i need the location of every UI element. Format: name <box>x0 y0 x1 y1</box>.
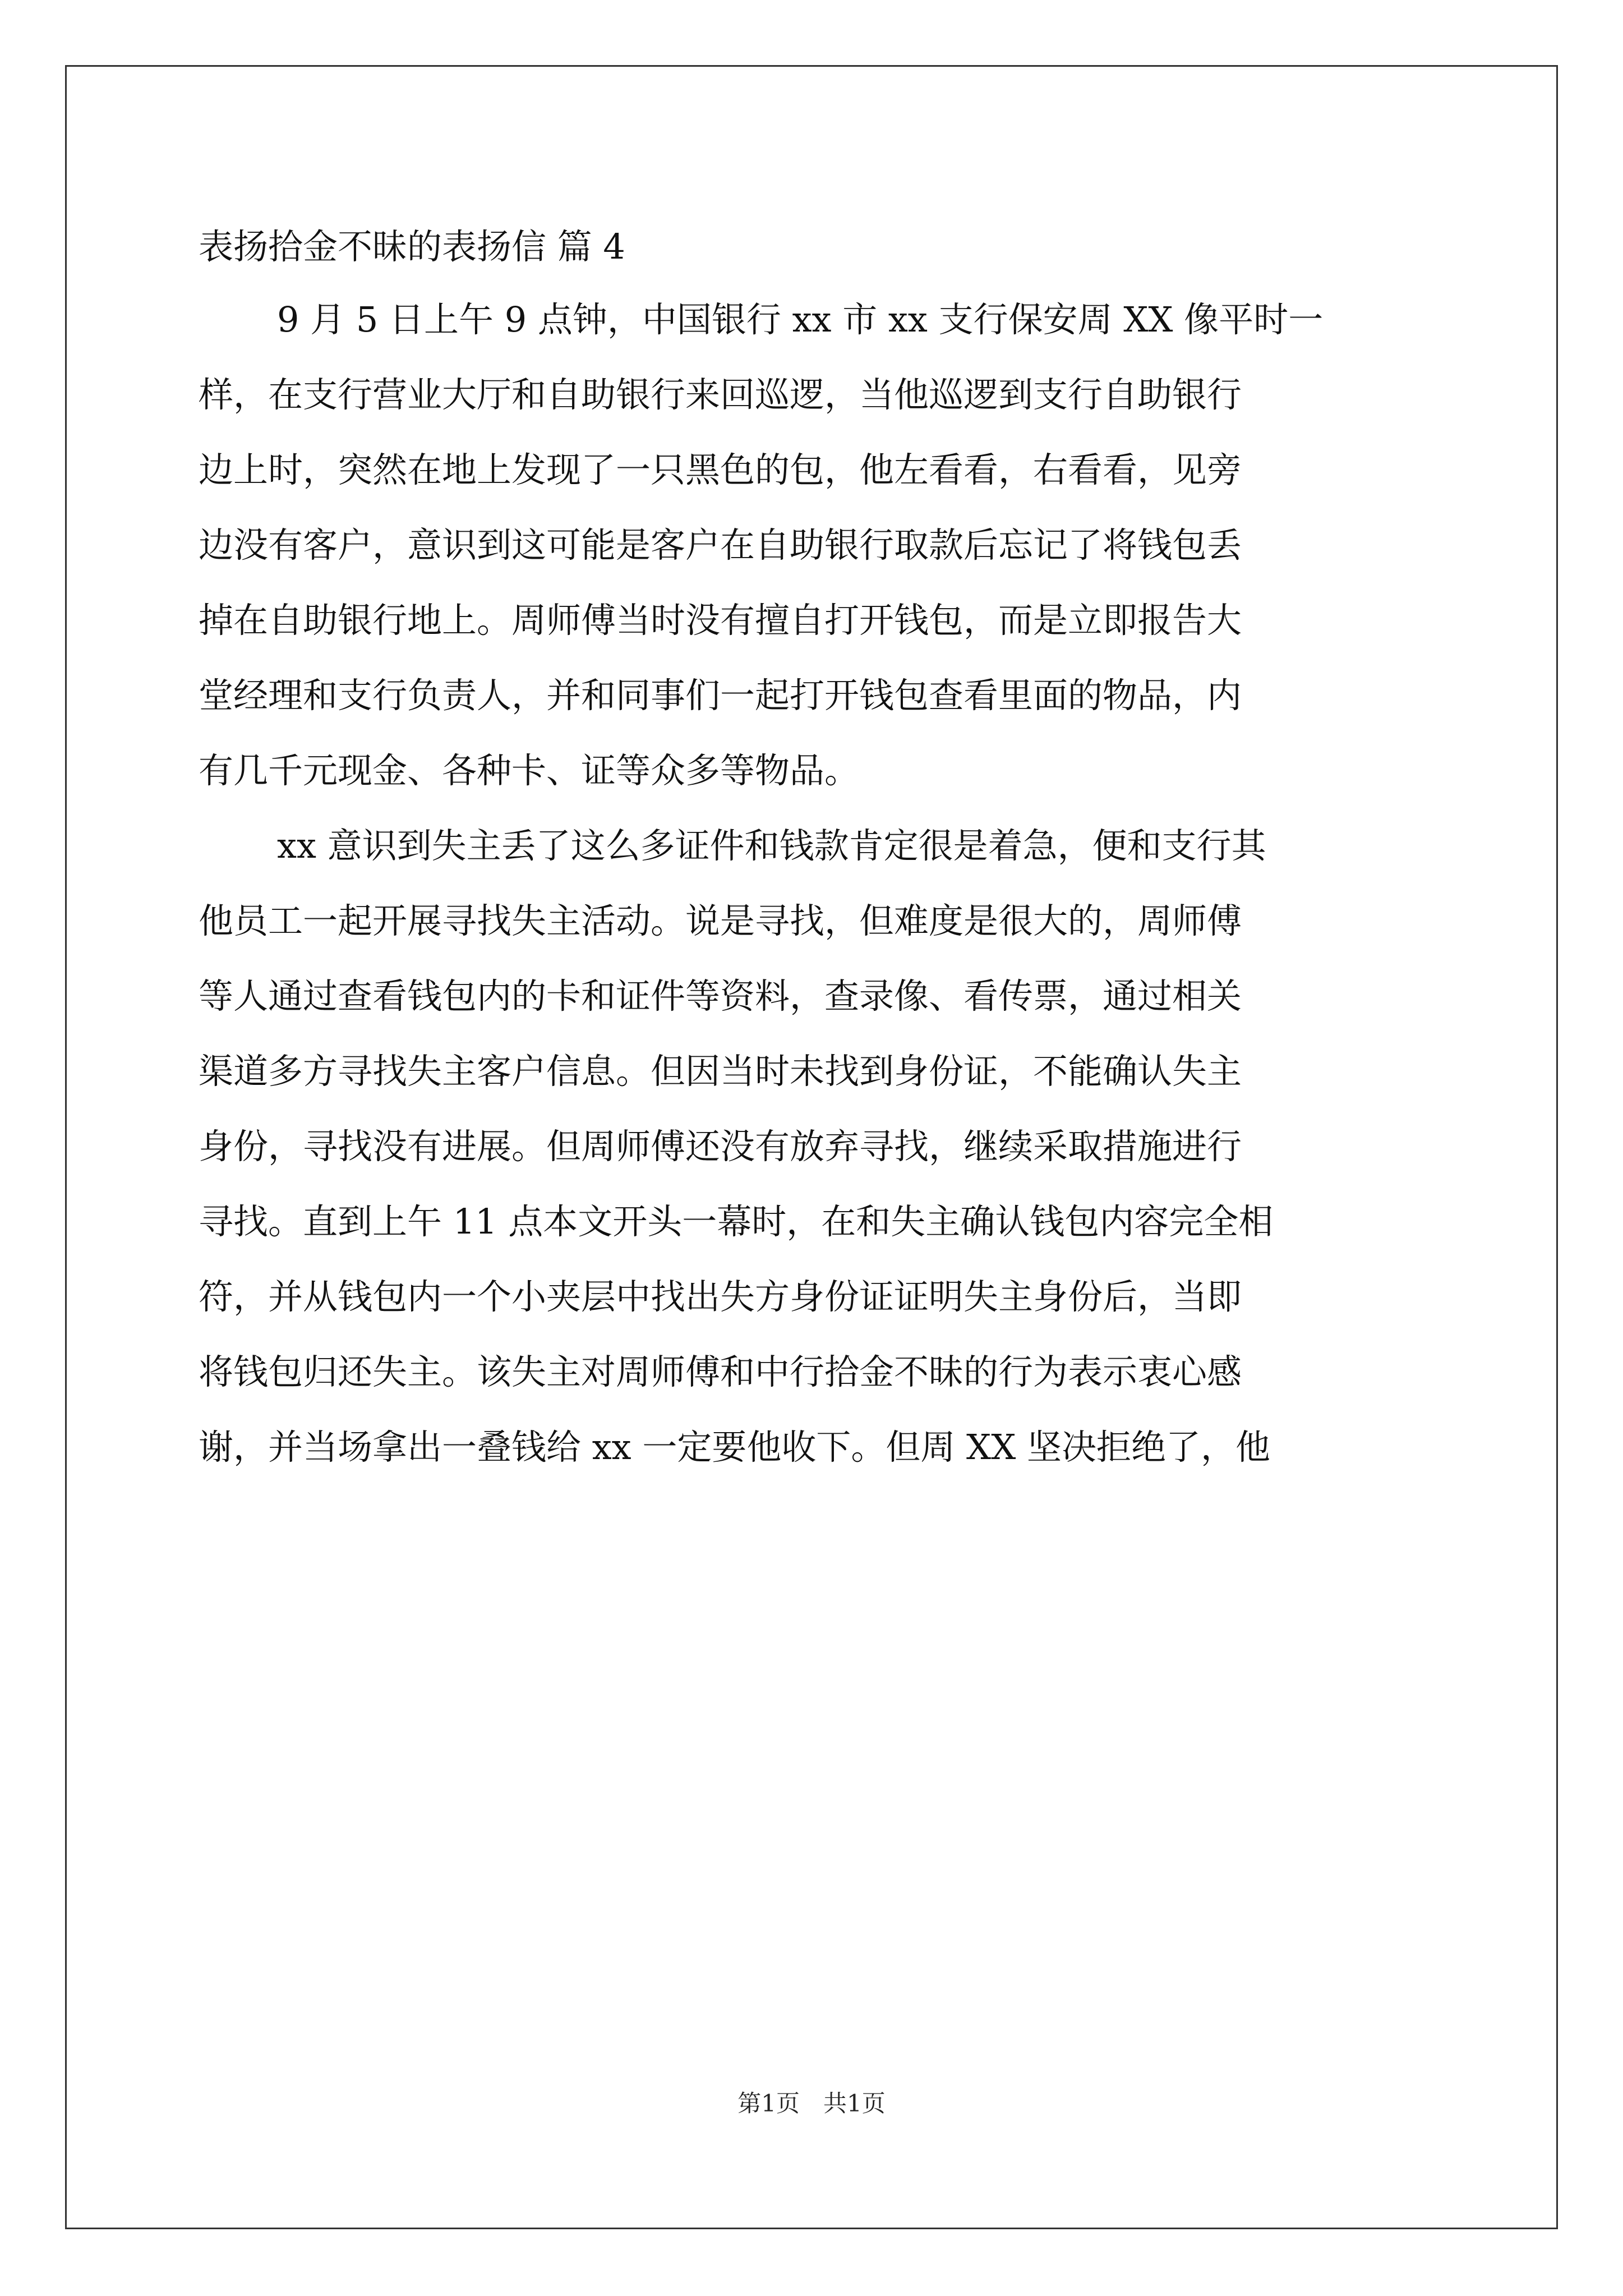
paragraph-2-line-2: 他员工一起开展寻找失主活动。说是寻找，但难度是很大的，周师傅 <box>199 900 1242 941</box>
page-footer: 第1页 共1页 <box>737 2090 886 2117</box>
paragraph-1-line-5: 掉在自助银行地上。周师傅当时没有擅自打开钱包，而是立即报告大 <box>199 600 1242 641</box>
paragraph-1-line-2: 样，在支行营业大厅和自助银行来回巡逻，当他巡逻到支行自助银行 <box>199 374 1242 415</box>
paragraph-2-line-5: 身份，寻找没有进展。但周师傅还没有放弃寻找，继续采取措施进行 <box>199 1126 1242 1167</box>
paragraph-2-line-3: 等人通过查看钱包内的卡和证件等资料，查录像、看传票，通过相关 <box>199 976 1242 1016</box>
paragraph-1-line-4: 边没有客户，意识到这可能是客户在自助银行取款后忘记了将钱包丢 <box>199 524 1242 565</box>
paragraph-2-line-8: 将钱包归还失主。该失主对周师傅和中行拾金不昧的行为表示衷心感 <box>199 1351 1242 1392</box>
paragraph-1-line-6: 堂经理和支行负责人，并和同事们一起打开钱包查看里面的物品，内 <box>199 675 1242 716</box>
paragraph-1-line-7: 有几千元现金、各种卡、证等众多等物品。 <box>199 750 860 791</box>
paragraph-2-line-6: 寻找。直到上午 11 点本文开头一幕时，在和失主确认钱包内容完全相 <box>199 1201 1274 1242</box>
paragraph-1-line-3: 边上时，突然在地上发现了一只黑色的包，他左看看，右看看，见旁 <box>199 449 1242 490</box>
document-title: 表扬拾金不昧的表扬信 篇 4 <box>199 226 625 267</box>
paragraph-1-line-1: 9 月 5 日上午 9 点钟，中国银行 xx 市 xx 支行保安周 XX 像平时一 <box>277 299 1324 340</box>
paragraph-2-line-9: 谢，并当场拿出一叠钱给 xx 一定要他收下。但周 XX 坚决拒绝了，他 <box>199 1427 1271 1467</box>
paragraph-2-line-1: xx 意识到失主丢了这么多证件和钱款肯定很是着急，便和支行其 <box>277 825 1266 866</box>
paragraph-2-line-7: 符，并从钱包内一个小夹层中找出失方身份证证明失主身份后，当即 <box>199 1276 1242 1317</box>
paragraph-2-line-4: 渠道多方寻找失主客户信息。但因当时未找到身份证，不能确认失主 <box>199 1051 1242 1092</box>
